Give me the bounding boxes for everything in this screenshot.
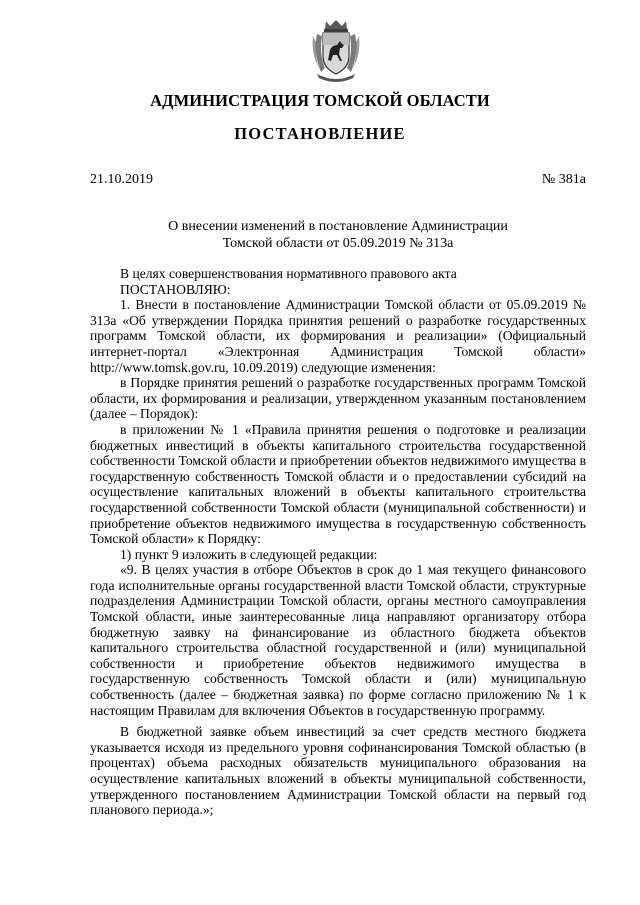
paragraph-6: В бюджетной заявке объем инвестиций за счет средств местного бюджета указывается исходя из предельного уровня софинансирования Томской областью (в процентах) объема расходных обязательств муниципального образования на осуществление капитальных вложений в объекты муниципальной собственности, утвержденного постановлением Администрации Томской области на первый год планового периода.»; [90, 724, 586, 818]
subject-line-1: О внесении изменений в постановление Администрации [168, 219, 508, 234]
paragraph-4: 1) пункт 9 изложить в следующей редакции: [120, 546, 378, 562]
document-subject [90, 218, 586, 252]
document-type-title: ПОСТАНОВЛЕНИЕ [234, 124, 406, 143]
paragraph-3: в приложении № 1 «Правила принятия решения о подготовке и реализации бюджетных инвестиций в объекты капитального строительства государственной собственности Томской области и приобретении объектов недвижимого имущества в государственную собственность Томской области и о предоставлении субсидий на осуществление капитальных вложений в объекты капитального строительства государственной собственности Томской области (муниципальной собственности) и приобретение объектов недвижимого имущества в государственную собственность Томской области» к Порядку: [90, 421, 586, 547]
organization-title: АДМИНИСТРАЦИЯ ТОМСКОЙ ОБЛАСТИ [150, 91, 490, 110]
paragraph-2: в Порядке принятия решений о разработке государственных программ Томской области, их формирования и реализации, утвержденном указанным постановлением (далее – Порядок): [90, 375, 586, 422]
document-body [90, 266, 586, 818]
decree-word: ПОСТАНОВЛЯЮ: [120, 281, 231, 297]
document-date: 21.10.2019 [90, 172, 153, 187]
paragraph-5: «9. В целях участия в отборе Объектов в срок до 1 мая текущего финансового года исполнительные органы государственной власти Томской области, структурные подразделения Администрации Томской области, органы местного самоуправления Томской области, иные заинтересованные лица направляют организатору отбора бюджетную заявку на финансирование из областного бюджета объектов капитального строительства областной государственной и (или) муниципальной собственности и приобретение объектов недвижимого имущества в государственную собственность Томской области и (или) муниципальную собственность (далее – бюджетная заявка) по форме согласно приложению № 1 к настоящим Правилам для включения Объектов в государственную программу. [90, 562, 586, 718]
coat-of-arms-icon [309, 18, 363, 84]
subject-line-2: Томской области от 05.09.2019 № 313а [222, 236, 454, 251]
document-number: № 381а [541, 172, 586, 187]
paragraph-1: 1. Внести в постановление Администрации Томской области от 05.09.2019 № 313а «Об утверждении Порядка принятия решений о разработке государственных программ Томской области, их формирования и реализации» (Официальный интернет-портал «Электронная Администрация Томской области» http://www.tomsk.gov.ru, 10.09.2019) следующие изменения: [90, 297, 586, 375]
intro-paragraph: В целях совершенствования нормативного правового акта [120, 266, 457, 281]
